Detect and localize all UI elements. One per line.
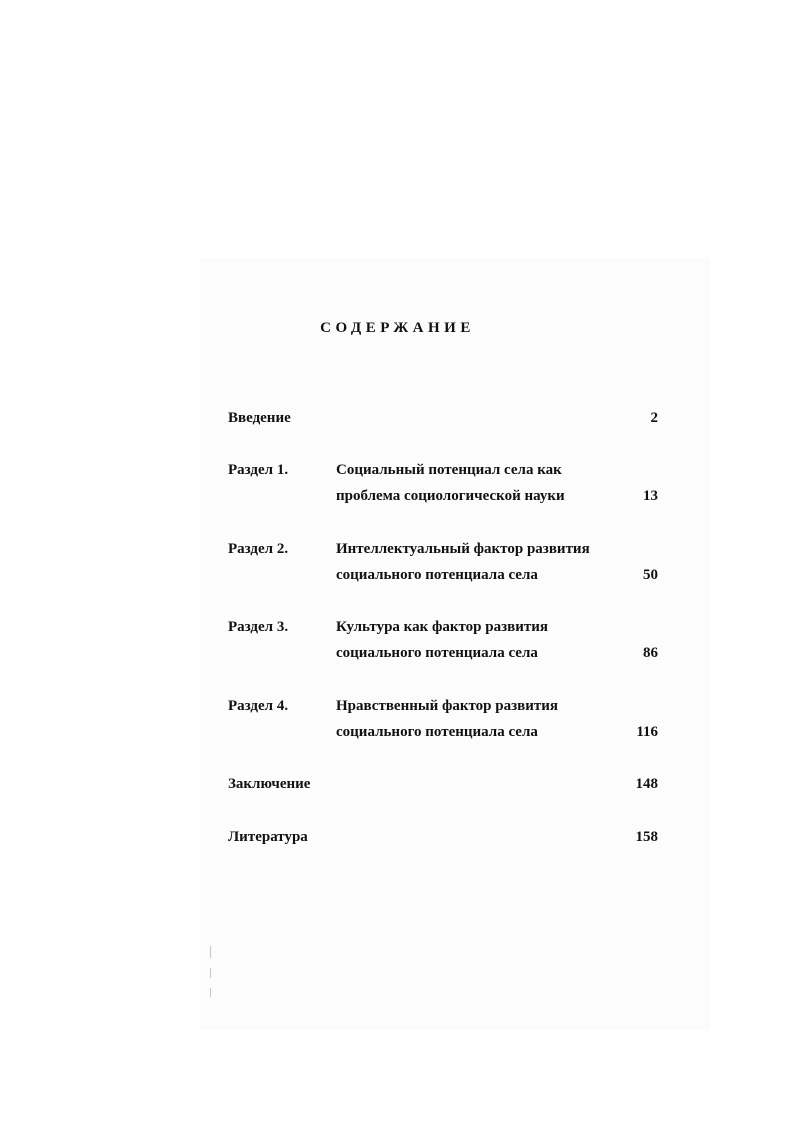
toc-entry-label: Раздел 3.	[228, 619, 289, 635]
toc-entry-title-line: Интеллектуальный фактор развития	[336, 541, 590, 557]
toc-entry-title-line: социального потенциала села	[336, 724, 538, 740]
toc-entry-page: 116	[636, 724, 658, 740]
toc-entry-page: 86	[643, 645, 658, 661]
toc-entry-page: 2	[650, 410, 658, 426]
toc-entry-page: 50	[643, 567, 658, 583]
toc-entry-page: 148	[635, 776, 658, 792]
toc-entry-label: Заключение	[228, 776, 311, 792]
toc-entry-label: Введение	[228, 410, 291, 426]
scan-artifact	[210, 968, 211, 978]
toc-heading: СОДЕРЖАНИЕ	[320, 320, 475, 336]
toc-entry-page: 13	[643, 488, 658, 504]
toc-entry-title-line: проблема социологической науки	[336, 488, 565, 504]
toc-entry-label: Литература	[228, 829, 308, 845]
toc-entry-title-line: Культура как фактор развития	[336, 619, 548, 635]
toc-entry-page: 158	[635, 829, 658, 845]
toc-entry-title-line: социального потенциала села	[336, 567, 538, 583]
toc-entry-title-line: Нравственный фактор развития	[336, 698, 558, 714]
toc-entry-label: Раздел 2.	[228, 541, 289, 557]
toc-entry-label: Раздел 1.	[228, 462, 289, 478]
scan-artifact	[210, 988, 211, 997]
toc-entry-label: Раздел 4.	[228, 698, 289, 714]
toc-entry-title-line: Социальный потенциал села как	[336, 462, 562, 478]
toc-entry-title-line: социального потенциала села	[336, 645, 538, 661]
scan-artifact	[210, 946, 211, 958]
